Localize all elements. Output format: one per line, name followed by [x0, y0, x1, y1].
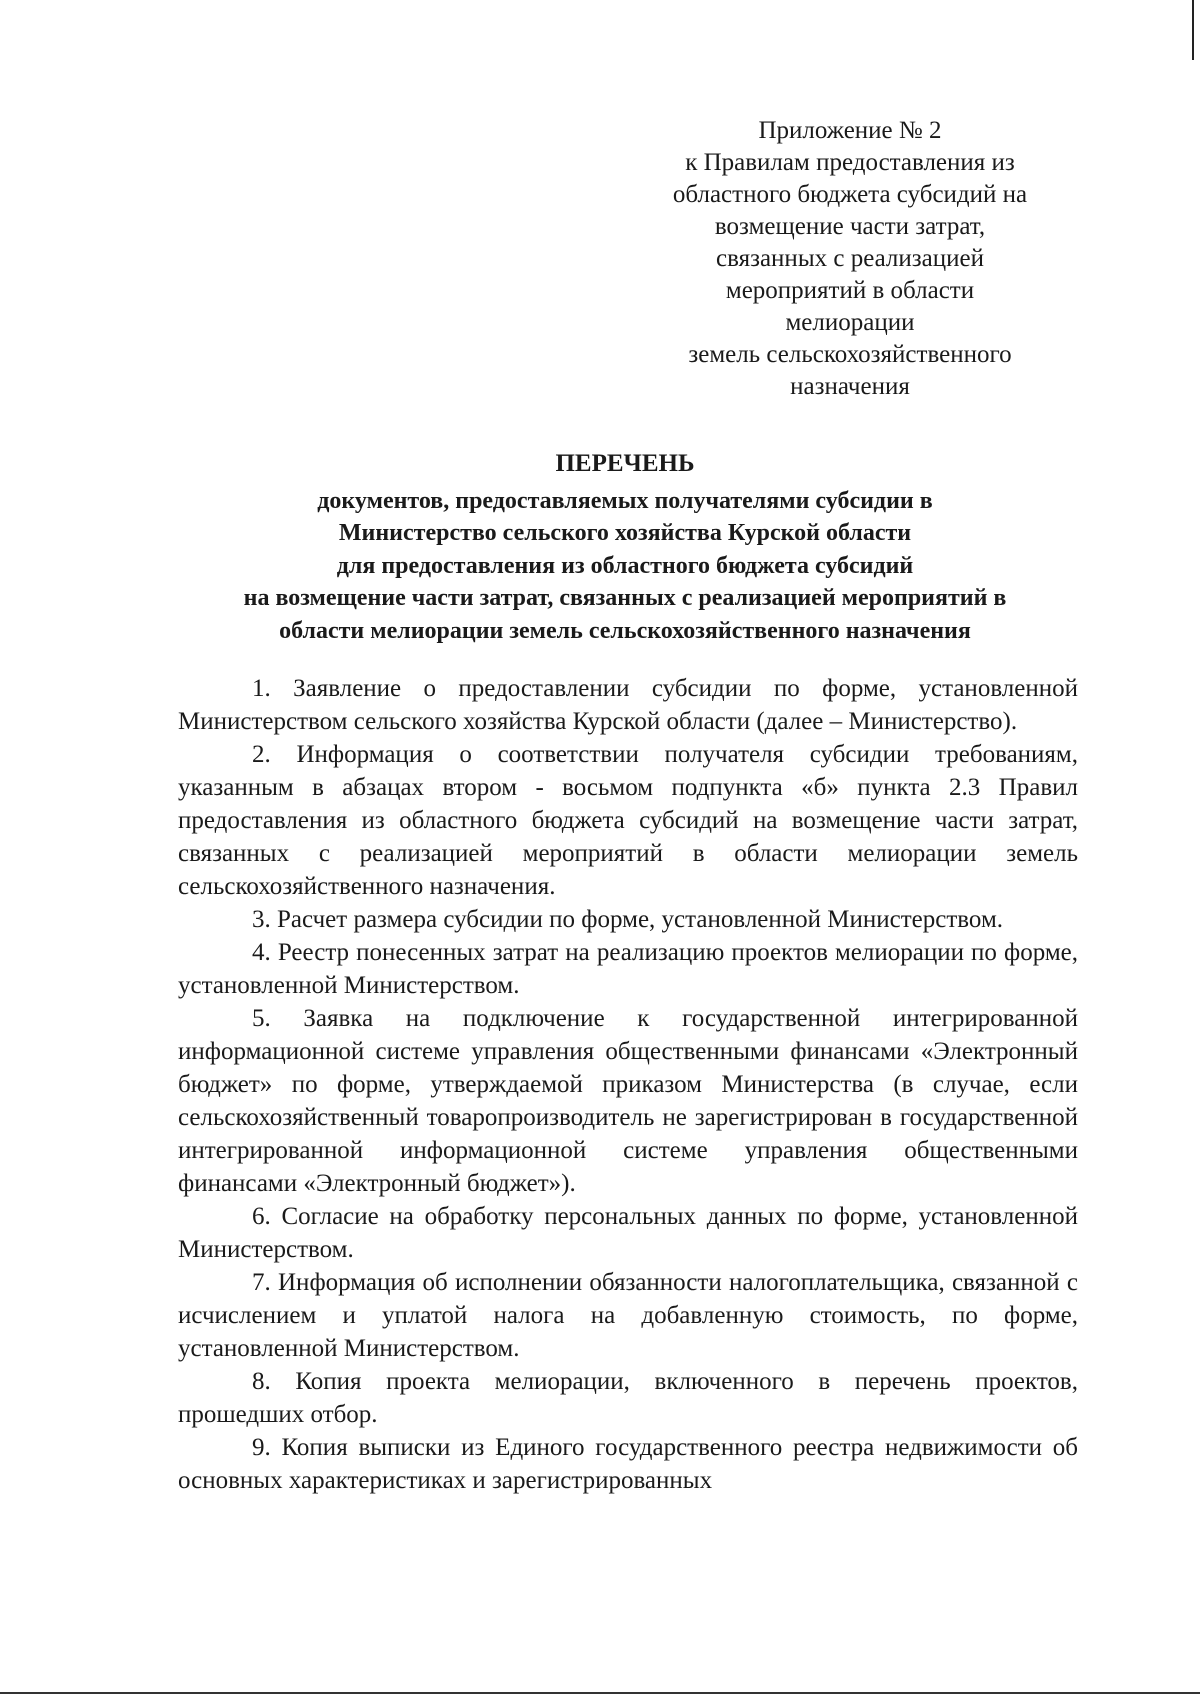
list-item-4: 4. Реестр понесенных затрат на реализацию проектов мелиорации по форме, установленной Министерством.: [178, 939, 1078, 999]
appendix-line: областного бюджета субсидий на: [672, 181, 1028, 208]
list-item-1: 1. Заявление о предоставлении субсидии по форме, установленной Министерством сельского хозяйства Курской области (далее – Министерство).: [178, 675, 1078, 735]
title-line: документов, предоставляемых получателями субсидии в: [317, 487, 933, 514]
title-line: на возмещение части затрат, связанных с реализацией мероприятий в: [243, 585, 1007, 611]
appendix-line: к Правилам предоставления из: [685, 149, 1015, 176]
scan-edge-mark: [1192, 0, 1194, 60]
list-item-2: 2. Информация о соответствии получателя субсидии требованиям, указанным в абзацах втором - восьмом подпункта «б» пункта 2.3 Правил предоставления из областного бюджета субсидий на возмещение части затрат, связанных с реализацией мероприятий в области мелиорации земель сельскохозяйственного назначения.: [178, 741, 1078, 900]
title-main: ПЕРЕЧЕНЬ: [555, 450, 695, 477]
list-item-8: 8. Копия проекта мелиорации, включенного в перечень проектов, прошедших отбор.: [178, 1368, 1078, 1428]
title-line: Министерство сельского хозяйства Курской области: [338, 520, 912, 546]
appendix-line: земель сельскохозяйственного: [688, 341, 1012, 368]
list-item-3: 3. Расчет размера субсидии по форме, установленной Министерством.: [252, 906, 1004, 933]
appendix-line: Приложение № 2: [758, 117, 942, 144]
title-line: области мелиорации земель сельскохозяйственного назначения: [279, 617, 971, 644]
document-title: [150, 448, 1100, 647]
list-item-6: 6. Согласие на обработку персональных данных по форме, установленной Министерством.: [178, 1203, 1078, 1263]
scan-edge-line: [0, 1692, 1200, 1694]
appendix-line: назначения: [790, 373, 910, 400]
appendix-line: мероприятий в области: [725, 277, 975, 304]
list-item-7: 7. Информация об исполнении обязанности налогоплательщика, связанной с исчислением и уплатой налога на добавленную стоимость, по форме, установленной Министерством.: [178, 1269, 1078, 1362]
appendix-line: возмещение части затрат,: [714, 213, 986, 240]
list-item-9: 9. Копия выписки из Единого государственного реестра недвижимости об основных характеристиках и зарегистрированных: [178, 1434, 1078, 1494]
document-list: [178, 672, 1078, 1497]
title-line: для предоставления из областного бюджета субсидий: [336, 552, 914, 579]
appendix-line: связанных с реализацией: [716, 245, 984, 272]
list-item-5: 5. Заявка на подключение к государственной интегрированной информационной системе управления общественными финансами «Электронный бюджет» по форме, утверждаемой приказом Министерства (в случае, если сельскохозяйственный товаропроизводитель не зарегистрирован в государственной интегрированной информационной системе управления общественными финансами «Электронный бюджет»).: [178, 1005, 1078, 1197]
appendix-header: [640, 115, 1060, 403]
appendix-line: мелиорации: [785, 309, 915, 336]
